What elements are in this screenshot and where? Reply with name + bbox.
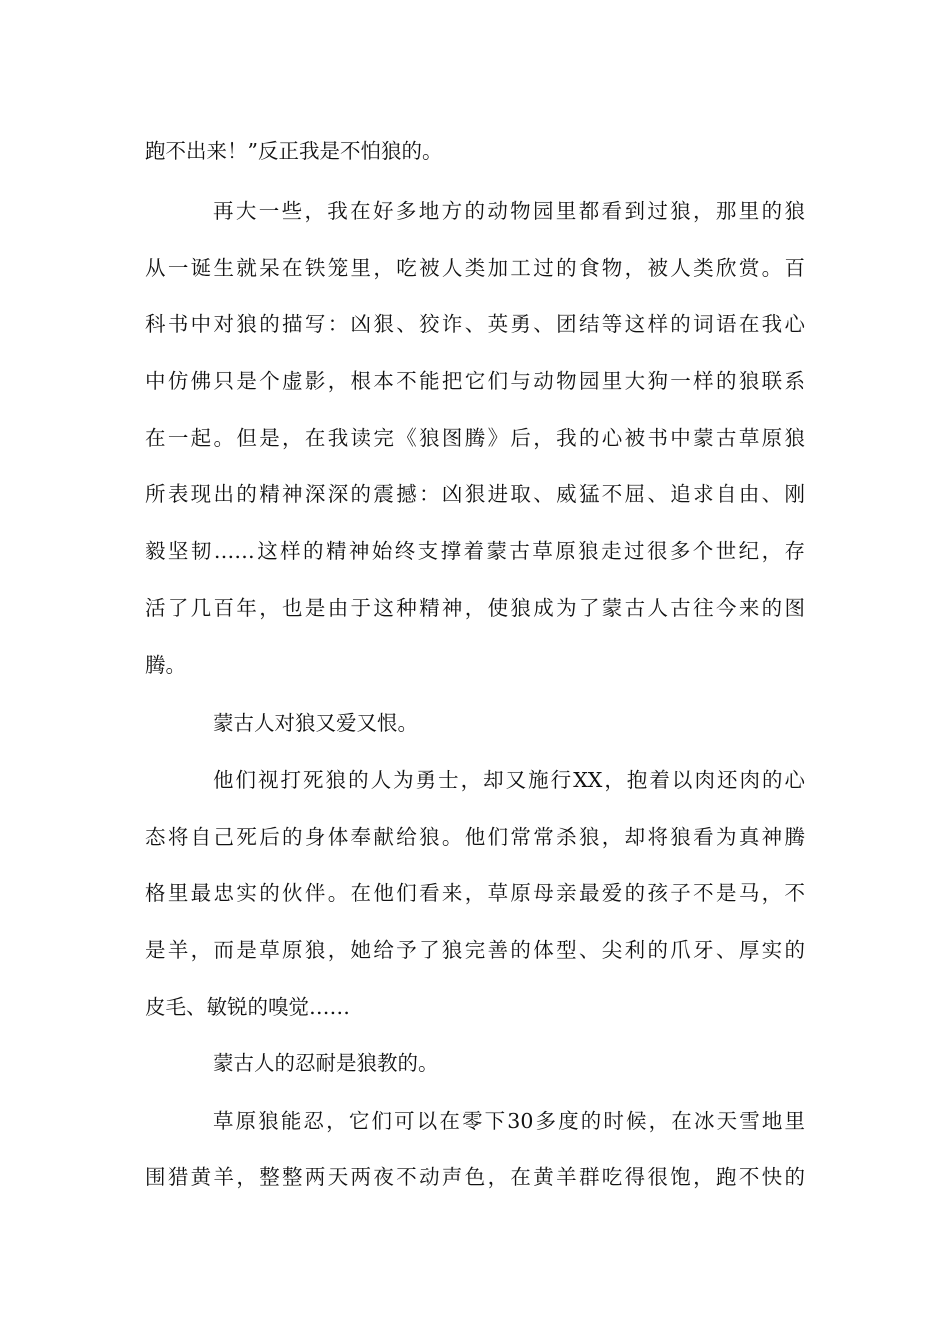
text-line: 态将自己死后的身体奉献给狼。他们常常杀狼，却将狼看为真神腾 <box>145 825 805 849</box>
text-line: 腾。 <box>145 653 186 677</box>
text-line: 他们视打死狼的人为勇士，却又施行XX，抱着以肉还肉的心 <box>213 768 805 792</box>
text-line: 是羊，而是草原狼，她给予了狼完善的体型、尖利的爪牙、厚实的 <box>145 938 805 962</box>
text-line: 蒙古人的忍耐是狼教的。 <box>213 1051 439 1075</box>
text-line: 活了几百年，也是由于这种精神，使狼成为了蒙古人古往今来的图 <box>145 596 805 620</box>
text-line: 蒙古人对狼又爱又恨。 <box>213 711 418 735</box>
text-line: 格里最忠实的伙伴。在他们看来，草原母亲最爱的孩子不是马，不 <box>145 881 805 905</box>
text-line: 在一起。但是，在我读完《狼图腾》后，我的心被书中蒙古草原狼 <box>145 426 805 450</box>
text-line: 所表现出的精神深深的震撼：凶狠进取、威猛不屈、追求自由、刚 <box>145 482 805 506</box>
text-line: 跑不出来！”反正我是不怕狼的。 <box>145 139 443 163</box>
text-line: 毅坚韧……这样的精神始终支撑着蒙古草原狼走过很多个世纪，存 <box>145 539 805 563</box>
text-line: 从一诞生就呆在铁笼里，吃被人类加工过的食物，被人类欣赏。百 <box>145 256 805 280</box>
text-line: 科书中对狼的描写：凶狠、狡诈、英勇、团结等这样的词语在我心 <box>145 312 805 336</box>
text-line: 围猎黄羊，整整两天两夜不动声色，在黄羊群吃得很饱，跑不快的 <box>145 1165 805 1189</box>
text-line: 皮毛、敏锐的嗅觉…… <box>145 995 350 1019</box>
text-line: 中仿佛只是个虚影，根本不能把它们与动物园里大狗一样的狼联系 <box>145 369 805 393</box>
text-line: 再大一些，我在好多地方的动物园里都看到过狼，那里的狼 <box>213 199 805 223</box>
text-line: 草原狼能忍，它们可以在零下30多度的时候，在冰天雪地里 <box>213 1109 805 1133</box>
